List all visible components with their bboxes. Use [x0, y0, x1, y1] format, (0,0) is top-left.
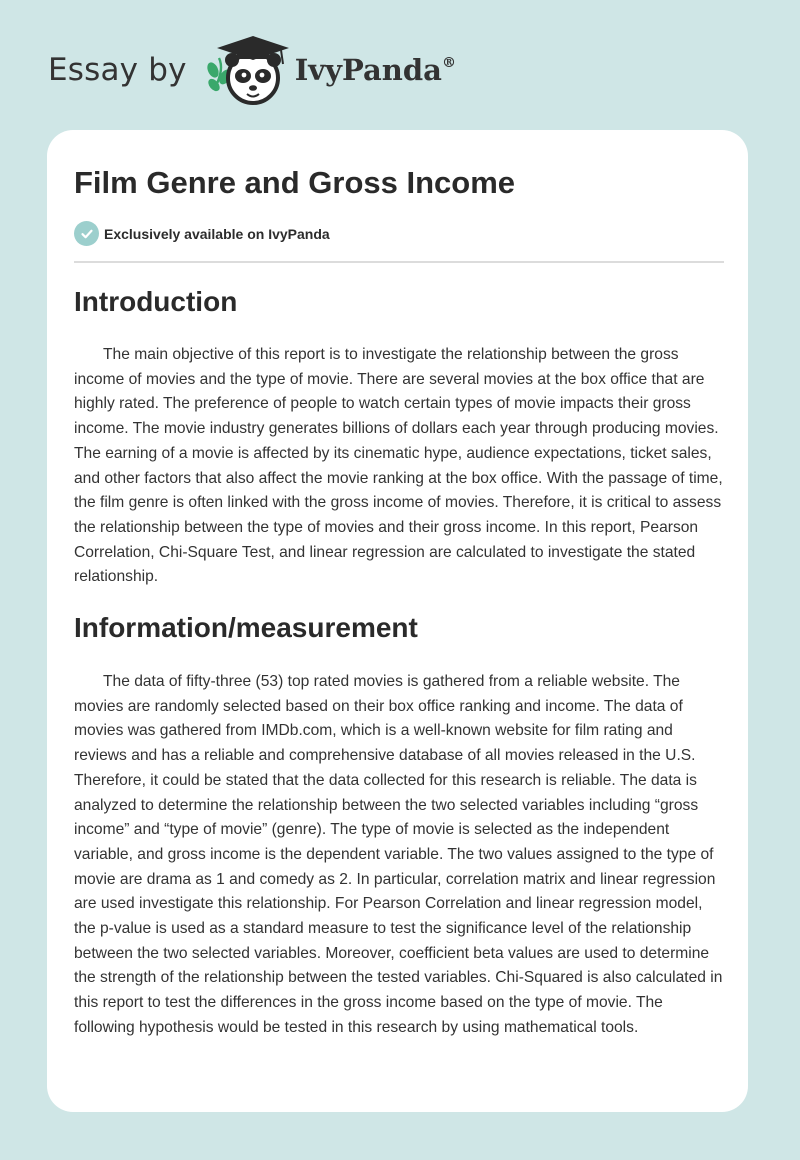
panda-graduate-icon [201, 30, 293, 110]
essay-card [47, 130, 748, 1112]
brand-logo[interactable] [48, 30, 456, 110]
divider [74, 261, 724, 263]
section-heading-introduction: Introduction [74, 286, 238, 317]
section-body-introduction: The main objective of this report is to investigate the relationship between the gross income of movies and the type of movie. There are several movies at the box office that are highly rated. The preference of people to watch certain types of movie impacts their gross income. The movie industry generates billions of dollars each year through producing movies. The earning of a movie is affected by its cinematic hype, audience expectations, ticket sales, and other factors that also affect the movie ranking at the box office. With the passage of time, the film genre is often linked with the gross income of movies. Therefore, it is critical to assess the relationship between the type of movies and their gross income. In this report, Pearson Correlation, Chi-Square Test, and linear regression are calculated to investigate the stated relationship. [74, 346, 723, 586]
brand-prefix: Essay by [48, 52, 187, 88]
exclusive-badge-label: Exclusively available on IvyPanda [104, 225, 330, 242]
section-heading-information-measurement: Information/measurement [74, 612, 418, 643]
brand-name: IvyPanda® [294, 53, 456, 87]
section-body-information-measurement: The data of fifty-three (53) top rated movies is gathered from a reliable website. The movies are randomly selected based on their box office ranking and income. The data of movies was gathered from IMDb.com, which is a well-known website for film rating and reviews and has a reliable and comprehensive database of all movies released in the U.S. Therefore, it could be stated that the data collected for this research is reliable. The data is analyzed to determine the relationship between the two selected variables including “gross income” and “type of movie” (genre). The type of movie is selected as the independent variable, and gross income is the dependent variable. The two values assigned to the type of movie are drama as 1 and comedy as 2. In particular, correlation matrix and linear regression are used investigate this relationship. For Pearson Correlation and linear regression model, the p-value is used as a standard measure to test the significance level of the relationship between the two selected variables. Moreover, coefficient beta values are used to determine the strength of the relationship between the tested variables. Chi-Squared is also calculated in this report to test the differences in the gross income based on the type of movie. The following hypothesis would be tested in this research by using mathematical tools. [74, 673, 723, 1036]
exclusive-badge [74, 221, 330, 246]
page-title: Film Genre and Gross Income [74, 165, 516, 200]
checkmark-icon [74, 221, 99, 246]
